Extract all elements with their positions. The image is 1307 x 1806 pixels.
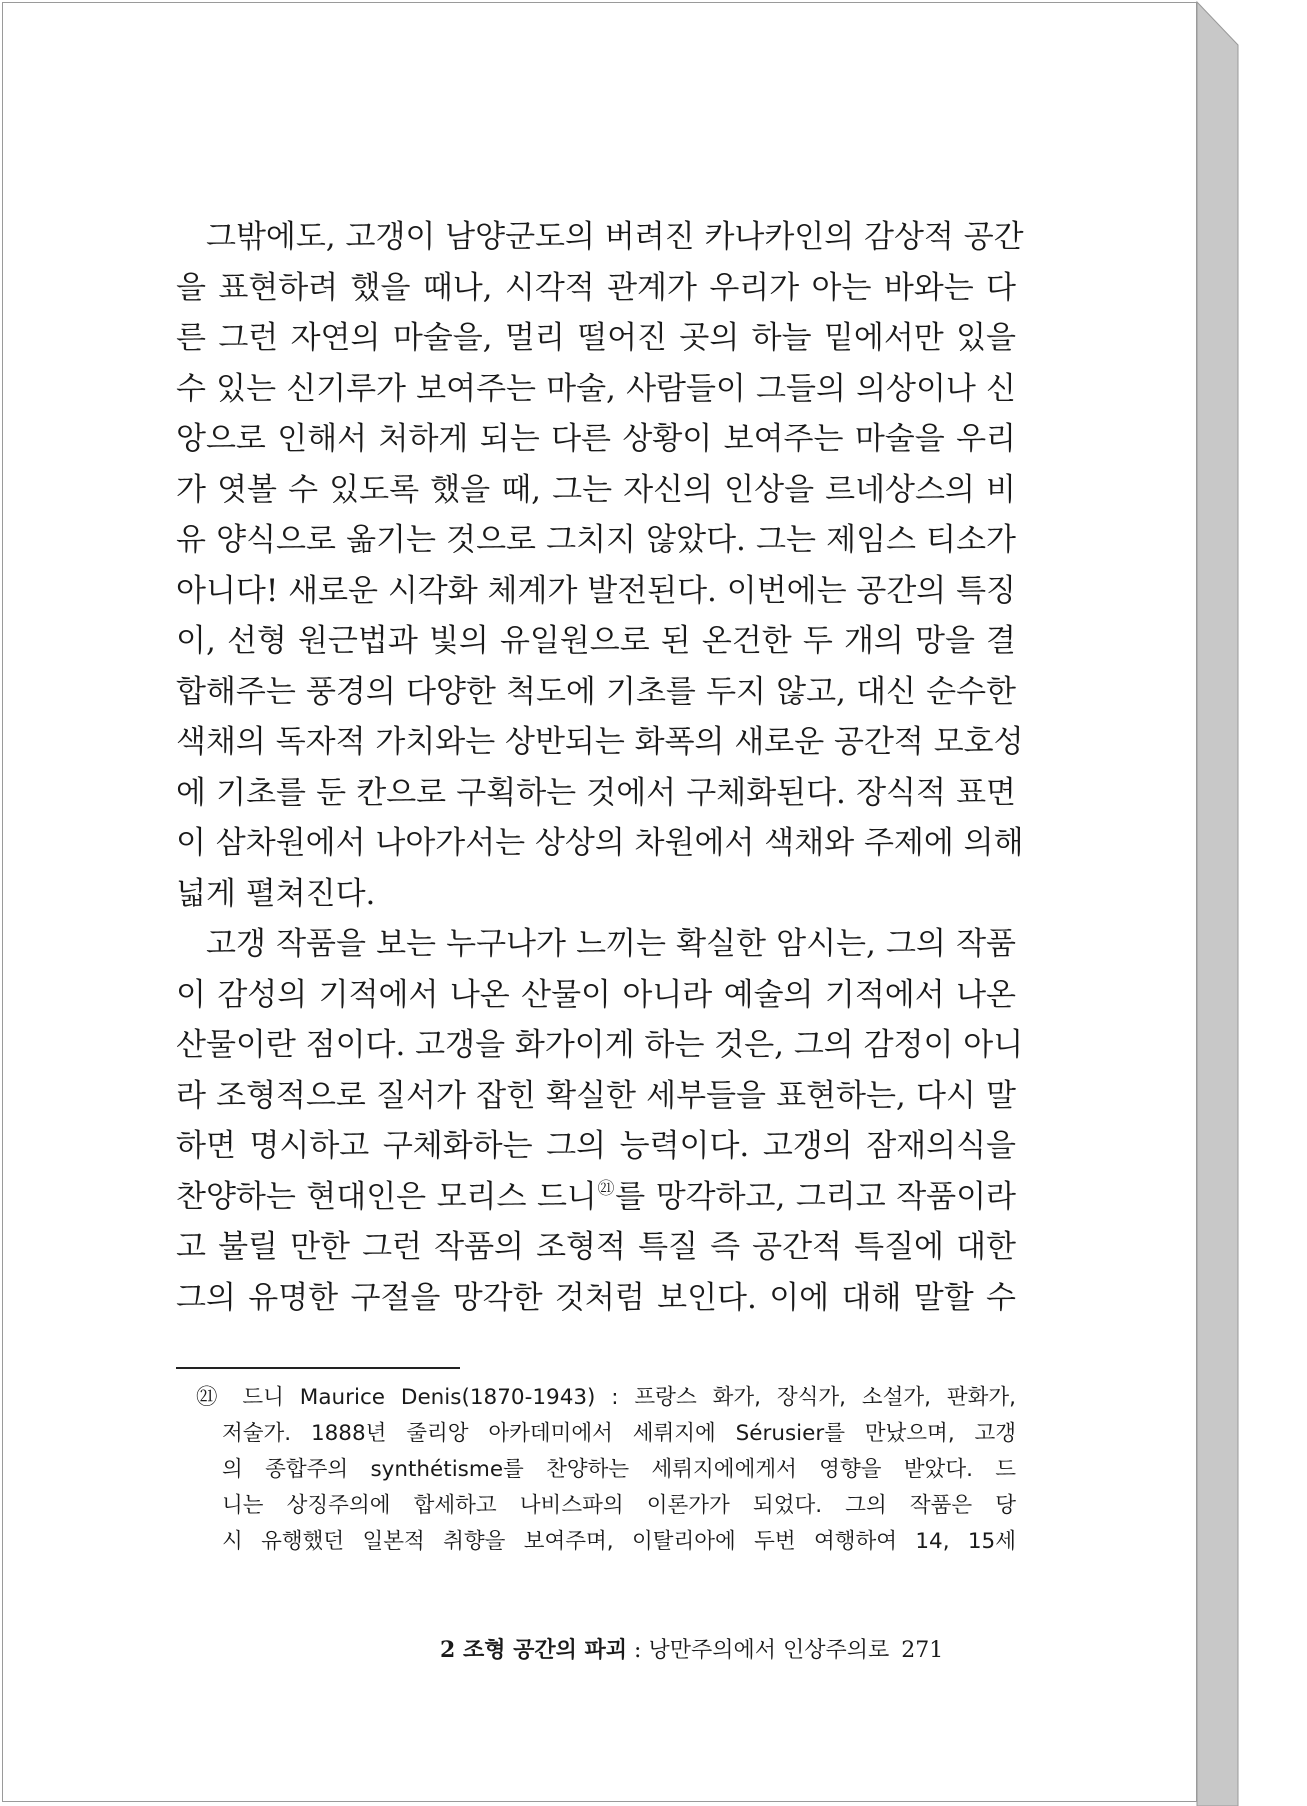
body-line: 그의 유명한 구절을 망각한 것처럼 보인다. 이에 대해 말할 수: [176, 1279, 1016, 1316]
footnote-line: 니는 상징주의에 합세하고 나비스파의 이론가가 되었다. 그의 작품은 당: [222, 1493, 1016, 1518]
body-line: 하면 명시하고 구체화하는 그의 능력이다. 고갱의 잠재의식을: [176, 1128, 1016, 1164]
body-text: [176, 212, 1024, 1323]
body-line: 른 그런 자연의 마술을, 멀리 떨어진 곳의 하늘 밑에서만 있을: [176, 320, 1016, 356]
running-footer: [440, 1630, 1000, 1670]
body-line: 유 양식으로 옮기는 것으로 그치지 않았다. 그는 제임스 티소가: [176, 522, 1016, 558]
body-line: 고갱 작품을 보는 누구나가 느끼는 확실한 암시는, 그의 작품: [206, 926, 1016, 962]
footnote-line: 시 유행했던 일본적 취향을 보여주며, 이탈리아에 두번 여행하여 14, 15세: [222, 1529, 1016, 1554]
footnote-divider: [176, 1367, 460, 1369]
body-line-with-footnote: [176, 1172, 1016, 1223]
body-line: 합해주는 풍경의 다양한 척도에 기초를 두지 않고, 대신 순수한: [176, 673, 1016, 710]
body-line: 에 기초를 둔 칸으로 구획하는 것에서 구체화된다. 장식적 표면: [176, 774, 1016, 811]
body-line: 그밖에도, 고갱이 남양군도의 버려진 카나카인의 감상적 공간: [206, 219, 1024, 255]
body-line: 라 조형적으로 질서가 잡힌 확실한 세부들을 표현하는, 다시 말: [176, 1077, 1016, 1114]
body-line: 을 표현하려 했을 때나, 시각적 관계가 우리가 아는 바와는 다: [176, 269, 1016, 306]
chapter-title: 2 조형 공간의 파괴: [440, 1637, 628, 1663]
body-line: 색채의 독자적 가치와는 상반되는 화폭의 새로운 공간적 모호성: [176, 724, 1024, 760]
body-line: 이, 선형 원근법과 빛의 유일원으로 된 온건한 두 개의 망을 결: [176, 623, 1016, 659]
body-line: 앙으로 인해서 처하게 되는 다른 상황이 보여주는 마술을 우리: [176, 421, 1016, 457]
body-text-segment: 찬양하는 현대인은 모리스 드니: [176, 1178, 597, 1215]
body-line: 고 불릴 만한 그런 작품의 조형적 특질 즉 공간적 특질에 대한: [176, 1229, 1016, 1265]
body-line: 산물이란 점이다. 고갱을 화가이게 하는 것은, 그의 감정이 아니: [176, 1027, 1024, 1063]
body-line: 넓게 펼쳐진다.: [176, 875, 376, 912]
body-line: 가 엿볼 수 있도록 했을 때, 그는 자신의 인상을 르네상스의 비: [176, 471, 1016, 508]
body-line: 이 감성의 기적에서 나온 산물이 아니라 예술의 기적에서 나온: [176, 976, 1016, 1013]
body-text-segment: 를 망각하고, 그리고 작품이라: [615, 1178, 1016, 1215]
footnote: [196, 1380, 1016, 1560]
footnote-line: ㉑ 드니 Maurice Denis(1870-1943) : 프랑스 화가, 장식가, 소설가, 판화가,: [196, 1385, 1016, 1410]
page-number: 271: [901, 1638, 944, 1663]
footnote-line: 저술가. 1888년 줄리앙 아카데미에서 세뤼지에 Sérusier를 만났으며, 고갱: [222, 1421, 1016, 1446]
footnote-line: 의 종합주의 synthétisme를 찬양하는 세뤼지에에게서 영향을 받았다. 드: [222, 1457, 1016, 1482]
body-line: 아니다! 새로운 시각화 체계가 발전된다. 이번에는 공간의 특징: [176, 572, 1016, 609]
body-line: 이 삼차원에서 나아가서는 상상의 차원에서 색채와 주제에 의해: [176, 825, 1024, 861]
chapter-subtitle: : 낭만주의에서 인상주의로: [627, 1638, 890, 1663]
body-line: 수 있는 신기루가 보여주는 마술, 사람들이 그들의 의상이나 신: [176, 370, 1016, 407]
footnote-reference: ㉑: [596, 1178, 616, 1199]
